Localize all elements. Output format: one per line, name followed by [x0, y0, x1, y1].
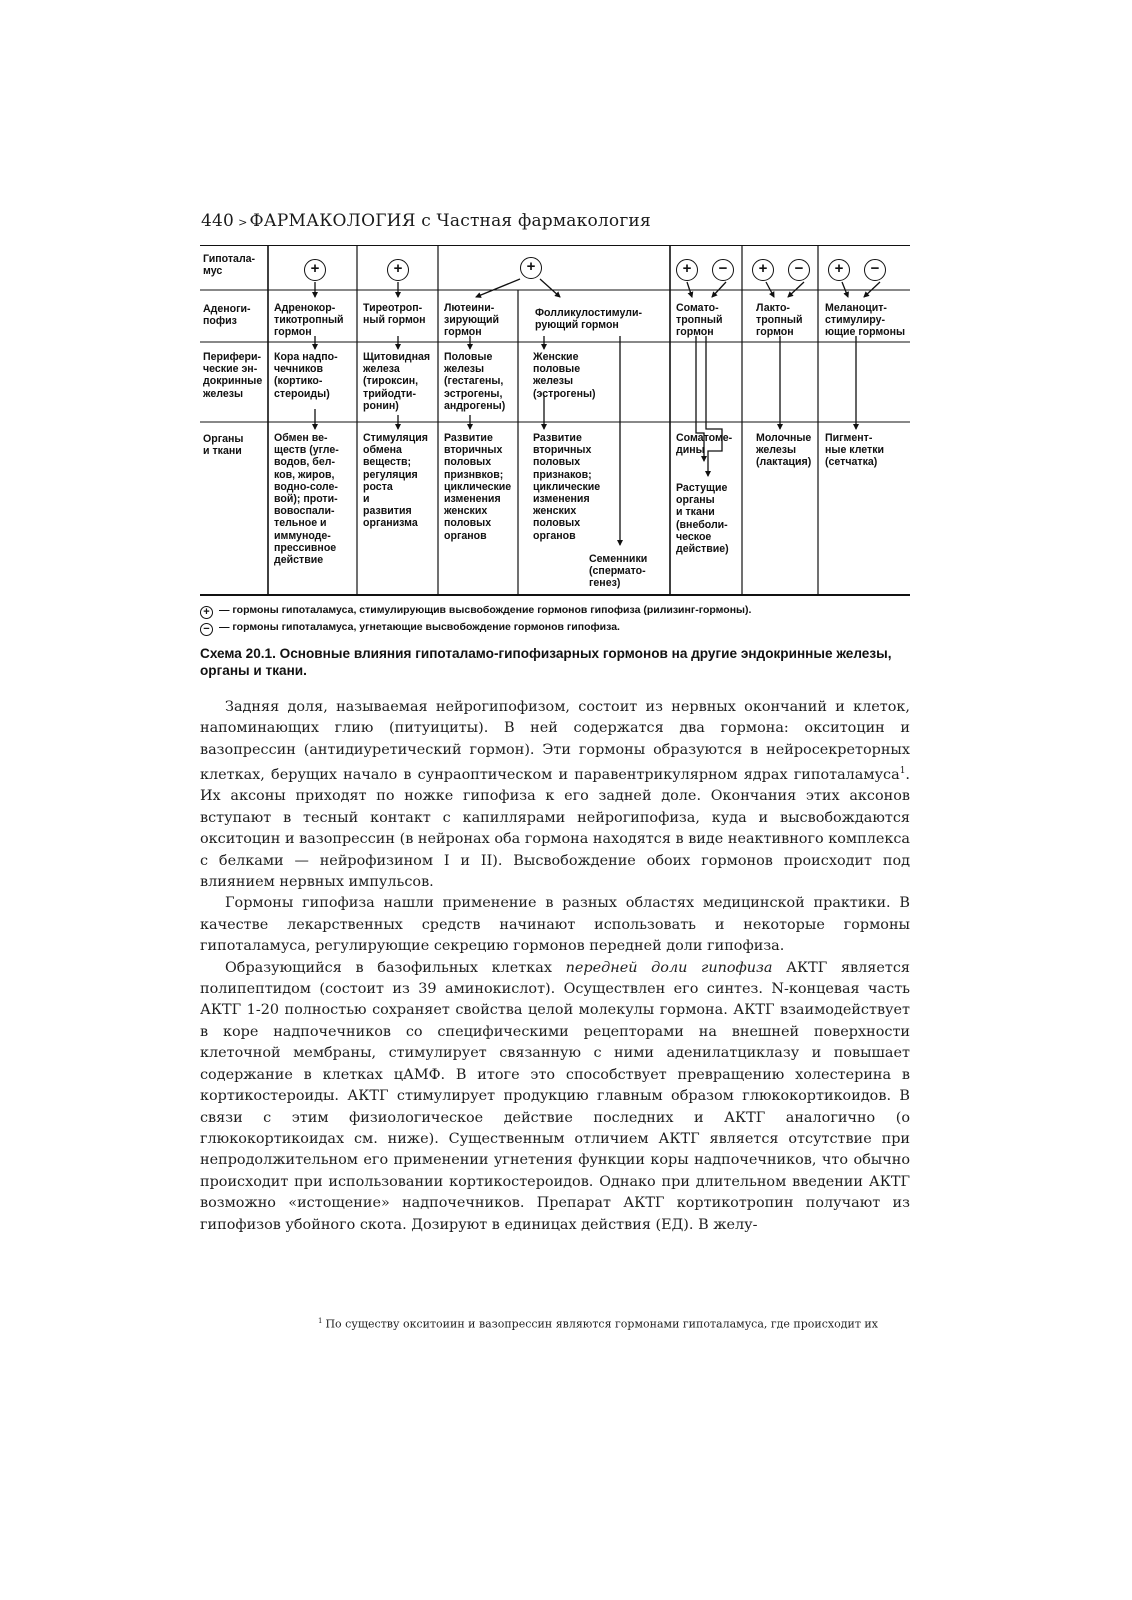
stimulating-hormone-icon: +	[752, 259, 774, 281]
legend-plus-text: — гормоны гипоталамуса, стимулирующив высвобождение гормонов гипофиза (рилизинг-гормоны).	[219, 604, 752, 616]
organ-pigment-cells: Пигмент- ные клетки (сетчатка)	[825, 432, 885, 469]
legend-minus-text: — гормоны гипоталамуса, угнетающие высвобождение гормонов гипофиза.	[219, 621, 620, 633]
paragraph-text: АКТГ является полипептидом (состоит из 39 аминокислот). Осуществлен его синтез. N-концевая часть АКТГ 1-20 полностью сохраняет свойства целой молекулы гормона. АКТГ взаимодействует в коре надпочечников со специфическими рецепторами на внешней поверхности клеточной мембраны, стимулирует связанную с ними аденилатциклазу и повышает содержание в клетках цАМФ. В итоге это способствует превращению холестерина в кортикостероиды. АКТГ стимулирует продукцию главным образом глюкокортикоидов. В связи с этим физиологическое действие последних и АКТГ аналогично (о глюкокортикоидах см. ниже). Существенным отличием АКТГ является отсутствие при непродолжительном его применении угнетения функции коры надпочечников, что обычно происходит при использовании кортикостероидов. Однако при длительном введении АКТГ возможно «истощение» надпочечников. Препарат АКТГ кортикотропин получают из гипофизов убойного скота. Дозируют в единицах действия (ЕД). В желу-	[200, 959, 910, 1233]
hormone-acth: Адренокор- тикотропный гормон	[274, 302, 344, 339]
organ-effect-tsh: Стимуляция обмена веществ; регуляция роста и развития организма	[363, 432, 428, 530]
legend-plus	[200, 604, 751, 619]
header-title: ФАРМАКОЛОГИЯ с Частная фармакология	[249, 211, 651, 231]
footnote-mark: 1	[318, 1317, 323, 1325]
hormone-lh: Лютеини- зирующий гормон	[444, 302, 500, 339]
organ-mammary-glands: Молочные железы (лактация)	[756, 432, 812, 469]
stimulating-hormone-icon: +	[828, 259, 850, 281]
gland-thyroid: Щитовидная железа (тироксин, трийодти- ронин)	[363, 351, 431, 412]
paragraph-text: . Их аксоны приходят по ножке гипофиза к его задней доле. Окончания этих аксонов вступают в тесный контакт с капиллярами нейрогипофиза, куда и высвобождаются окситоцин и вазопрессин (в нейронах оба гормона находятся в виде неактивного комплекса с белками — нейрофизином I и II). Высвобождение обоих гормонов происходит под влиянием нервных импульсов.	[200, 767, 910, 891]
scheme-caption	[200, 645, 912, 679]
gland-gonads: Половые железы (гестагены, эстрогены, андрогены)	[444, 351, 506, 412]
organ-effect-acth: Обмен ве- ществ (угле- водов, бел- ков, жиров, водно-соле- вой); проти- вовоспали- тельное и иммуноде- прессивное действие	[274, 432, 339, 567]
hormone-tsh: Тиреотроп- ный гормон	[363, 302, 426, 327]
organ-somatomedins: Соматоме- дины	[676, 432, 733, 457]
organ-effect-fsh: Развитие вторичных половых признаков; циклические изменения женских половых органов	[533, 432, 601, 542]
hormone-msh: Меланоцит- стимулиру- ющие гормоны	[825, 302, 906, 339]
organ-testes: Семенники (спермато- генез)	[589, 553, 648, 590]
hormone-prolactin: Лакто- тропный гормон	[756, 302, 803, 339]
inhibiting-hormone-icon: −	[712, 259, 734, 281]
footnote-ref: 1	[899, 766, 906, 777]
stimulating-hormone-icon: +	[676, 259, 698, 281]
scheme-diagram	[200, 245, 911, 597]
hormone-gh: Сомато- тропный гормон	[676, 302, 723, 339]
header-marker: >	[238, 216, 248, 229]
caption-text: Основные влияния гипоталамо-гипофизарных гормонов на другие эндокринные железы, органы и ткани.	[200, 646, 892, 678]
gland-adrenal-cortex: Кора надпо- чечников (кортико- стероиды)	[274, 351, 338, 400]
minus-circle-icon: −	[200, 623, 213, 636]
footnote	[318, 1317, 913, 1331]
caption-label: Схема 20.1.	[200, 646, 276, 661]
row-label-hypothalamus: Гипотала- мус	[203, 253, 256, 278]
inhibiting-hormone-icon: −	[788, 259, 810, 281]
paragraph-text: Задняя доля, называемая нейрогипофизом, состоит из нервных окончаний и клеток, напоминающих глию (питуициты). В ней содержатся два гормона: окситоцин и вазопрессин (антидиуретический гормон). Эти гормоны образуются в нейросекреторных клетках, берущих начало в сунраоптическом и паравентрикулярном ядрах гипоталамуса	[200, 699, 910, 784]
inhibiting-hormone-icon: −	[864, 259, 886, 281]
paragraph: Гормоны гипофиза нашли применение в разных областях медицинской практики. В качестве лекарственных средств начинают использовать и некоторые гормоны гипоталамуса, регулирующие секрецию гормонов передней доли гипофиза.	[200, 895, 910, 955]
body-text	[200, 697, 910, 1236]
stimulating-hormone-icon: +	[304, 259, 326, 281]
running-header	[201, 211, 651, 231]
paragraph	[200, 697, 910, 893]
page-number: 440	[201, 211, 235, 231]
stimulating-hormone-icon: +	[520, 257, 542, 279]
gland-female-gonads: Женские половые железы (эстрогены)	[533, 351, 596, 400]
row-label-peripheral-glands: Перифери- ческие эн- докринные железы	[203, 351, 263, 400]
italic-term: передней доли гипофиза	[565, 959, 773, 976]
footnote-text: По существу окситоиин и вазопрессин являются гормонами гипоталамуса, где происходит их	[325, 1317, 878, 1331]
organ-growing-tissues: Растущие органы и ткани (внеболи- ческое действие)	[676, 482, 729, 556]
plus-circle-icon: +	[200, 606, 213, 619]
organ-effect-lh: Развитие вторичных половых признвков; циклические изменения женских половых органов	[444, 432, 512, 542]
row-label-organs-tissues: Органы и ткани	[203, 433, 244, 458]
row-label-adenohypophysis: Аденоги- пофиз	[203, 303, 251, 328]
paragraph-text: Образующийся в базофильных клетках	[225, 959, 566, 976]
stimulating-hormone-icon: +	[387, 259, 409, 281]
paragraph	[200, 958, 910, 1236]
hormone-fsh: Фолликулостимули- рующий гормон	[535, 307, 643, 332]
legend-minus	[200, 621, 620, 636]
